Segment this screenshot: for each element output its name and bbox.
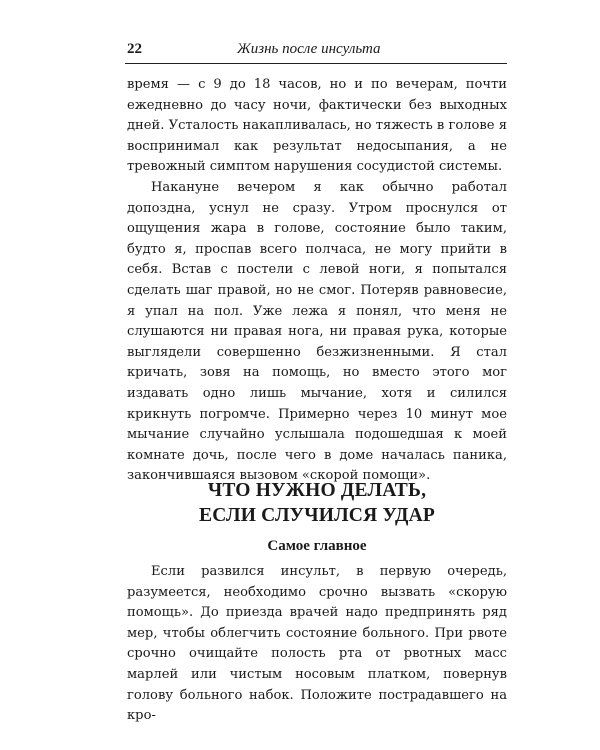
subheading: Самое главное (267, 538, 367, 554)
page-number: 22 (127, 41, 142, 57)
paragraph-continued: время — с 9 до 18 часов, но и по вечерам, почти ежедневно до часу ночи, фактически без выходных дней. Усталость накапливалась, но тяжесть в голове я воспринимал как результат недосыпания, а не тревожный симптом нарушения сосудистой системы. (127, 77, 507, 175)
section-heading (127, 478, 507, 528)
header-rule (125, 63, 507, 64)
body-text-top (127, 75, 507, 487)
paragraph-stroke-story: Накануне вечером я как обычно работал допоздна, уснул не сразу. Утром проснулся от ощущения жара в голове, состояние было таким, будто я, проспав всего полчаса, не могу прийти в себя. Встав с постели с левой ноги, я попытался сделать шаг правой, но не смог. Потеряв равновесие, я упал на пол. Уже лежа я понял, что меня не слушаются ни правая нога, ни правая рука, которые выглядели совершенно безжизненными. Я стал кричать, зовя на помощь, но вместо этого мог издавать одно лишь мычание, хотя и силился крикнуть погромче. Примерно через 10 минут мое мычание случайно услышала подошедшая к моей комнате дочь, после чего в доме началась паника, закончившаяся вызовом «скорой помощи». (127, 179, 507, 484)
body-text-bottom (127, 562, 507, 727)
running-title: Жизнь после инсульта (237, 41, 381, 57)
running-header (125, 38, 507, 62)
section-heading-line-2: ЕСЛИ СЛУЧИЛСЯ УДАР (198, 505, 435, 526)
section-heading-line-1: ЧТО НУЖНО ДЕЛАТЬ, (207, 480, 427, 501)
paragraph-first-aid: Если развился инсульт, в первую очередь, разумеется, необходимо срочно вызвать «скорую помощь». До приезда врачей надо предпринять ряд мер, чтобы облегчить состояние больного. При рвоте срочно очищайте полость рта от рвотных масс марлей или чистым носовым платком, повернув голову больного набок. Положите пострадавшего на кро- (127, 564, 507, 724)
